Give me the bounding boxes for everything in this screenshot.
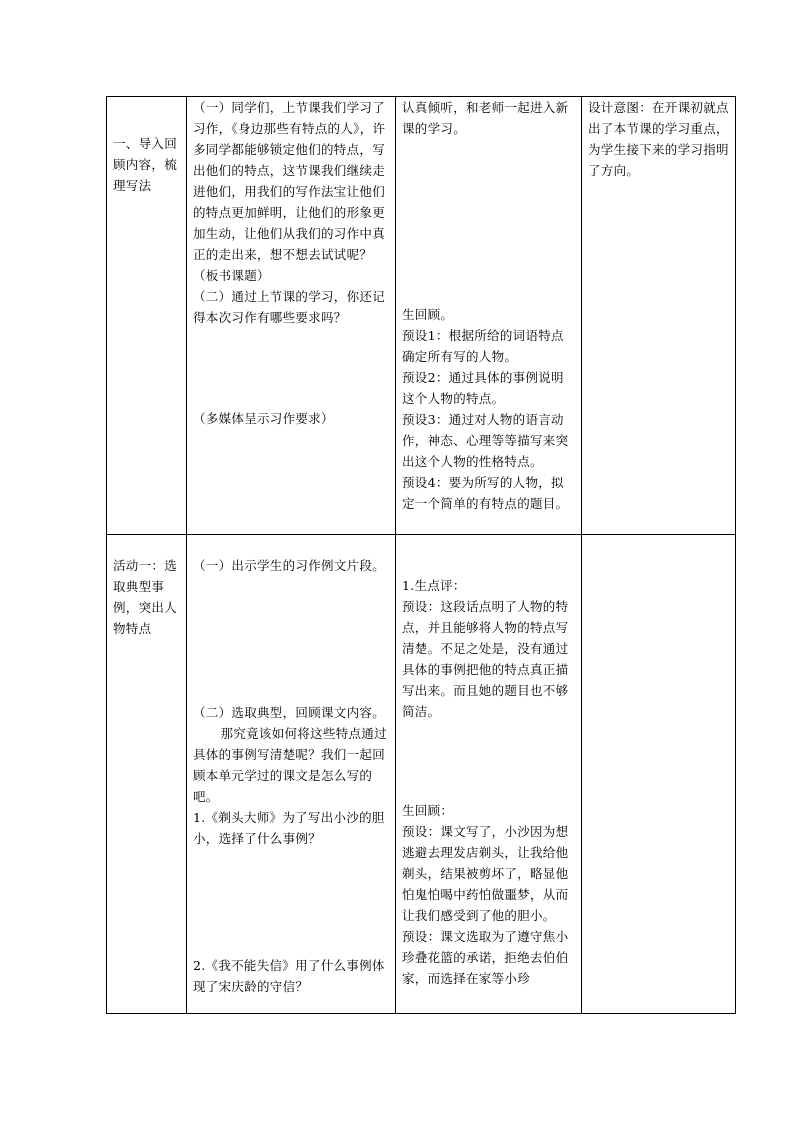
- student-paragraph: 1.生点评：: [402, 578, 466, 593]
- teacher-activity-cell: [187, 97, 396, 535]
- student-paragraph: 生回顾。: [402, 307, 454, 322]
- stage-cell: [107, 535, 187, 1014]
- design-intent-text: 设计意图：在开课初就点出了本节课的学习重点，为学生接下来的学习指明了方向。: [588, 100, 729, 178]
- design-intent-cell: [582, 97, 736, 535]
- teacher-paragraph: （二）通过上节课的学习，你还记得本次习作有哪些要求吗？: [193, 289, 386, 325]
- student-activity-cell: [396, 535, 582, 1014]
- student-activity-cell: [396, 97, 582, 535]
- student-paragraph: 预设：课文写了，小沙因为想逃避去理发店剃头，让我给他剃头，结果被剪坏了，略显他怕鬼怕喝中药怕做噩梦，从而让我们感受到了他的胆小。: [402, 824, 569, 923]
- teacher-paragraph: 1.《剃头大师》为了写出小沙的胆小，选择了什么事例？: [193, 810, 385, 846]
- teacher-paragraph: （一）同学们，上节课我们学习了习作，《身边那些有特点的人》，许多同学都能够锁定他们的特点，写出他们的特点，这节课我们继续走进他们，用我们的写作法宝让他们的特点更加鲜明，让他们的形象更加生动，让他们从我们的习作中真正的走出来，想不想去试试呢？（板书课题）: [193, 100, 386, 283]
- stage-text: 一、导入回顾内容，梳理写法: [113, 136, 178, 193]
- student-paragraph: 认真倾听，和老师一起进入新课的学习。: [402, 100, 569, 136]
- design-intent-cell: [582, 535, 736, 1014]
- student-paragraph: 预设3：通过对人物的语言动作，神态、心理等等描写来突出这个人物的性格特点。: [402, 412, 569, 469]
- table-row: [107, 97, 736, 535]
- student-paragraph: 预设：这段话点明了人物的特点，并且能够将人物的特点写清楚。不足之处是，没有通过具体的事例把他的特点真正描写出来。而且她的题目也不够简洁。: [402, 599, 569, 719]
- lesson-plan-table: [106, 96, 736, 1014]
- teacher-paragraph: 2.《我不能失信》用了什么事例体现了宋庆龄的守信？: [193, 958, 385, 994]
- teacher-paragraph: （多媒体呈示习作要求）: [193, 411, 334, 426]
- student-paragraph: 预设1：根据所给的词语特点确定所有写的人物。: [402, 328, 564, 364]
- teacher-paragraph: （一）出示学生的习作例文片段。: [193, 558, 386, 573]
- student-paragraph: 预设4：要为所写的人物，拟定一个简单的有特点的题目。: [402, 475, 569, 511]
- student-paragraph: 预设：课文选取为了遵守焦小珍叠花篮的承诺，拒绝去伯伯家，而选择在家等小珍: [402, 929, 569, 986]
- stage-cell: [107, 97, 187, 535]
- teacher-paragraph: （二）选取典型，回顾课文内容。: [193, 705, 386, 720]
- stage-text: 活动一：选取典型事例，突出人物特点: [113, 558, 178, 636]
- teacher-paragraph: 那究竟该如何将这些特点通过具体的事例写清楚呢？我们一起回顾本单元学过的课文是怎么写的吧。: [193, 726, 387, 804]
- table-row: [107, 535, 736, 1014]
- student-paragraph: 预设2：通过具体的事例说明这个人物的特点。: [402, 370, 564, 406]
- student-paragraph: 生回顾：: [402, 803, 454, 818]
- teacher-activity-cell: [187, 535, 396, 1014]
